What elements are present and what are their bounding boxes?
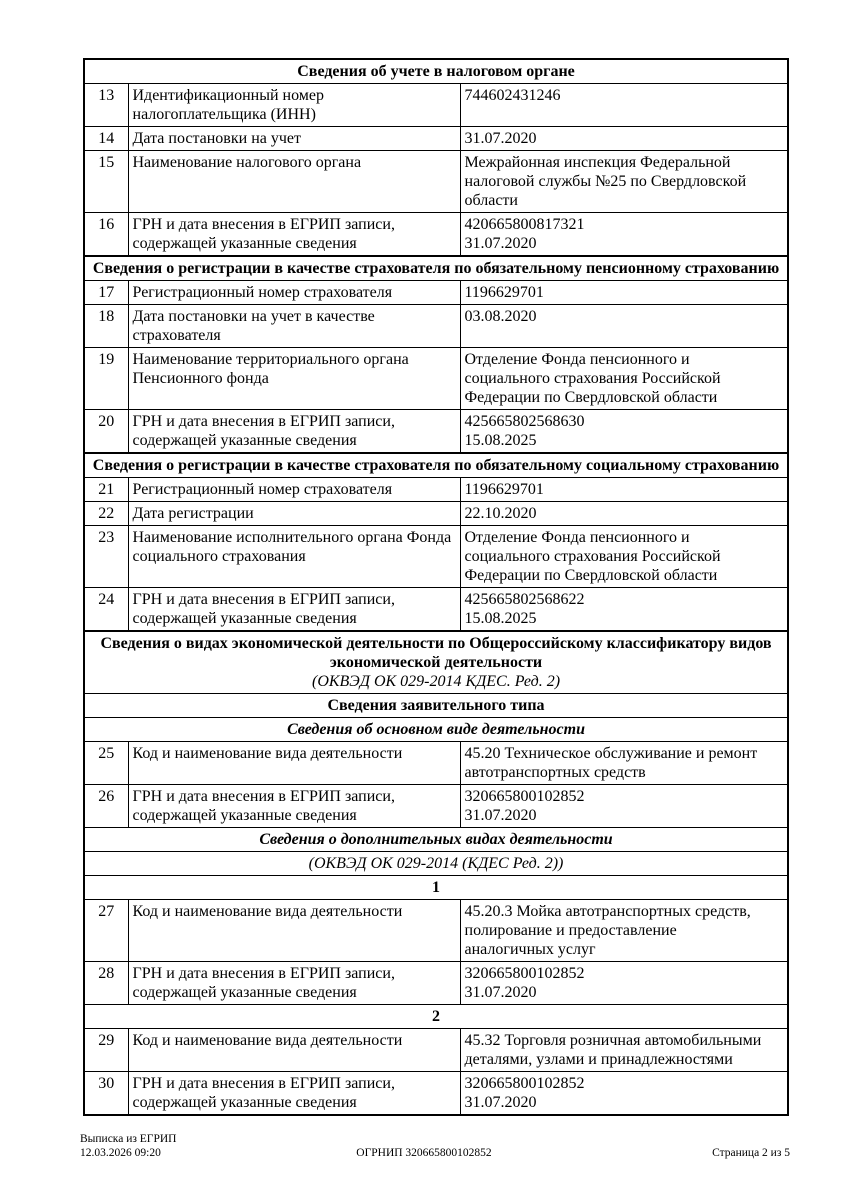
table-row [84,348,788,410]
row-label: Код и наименование вида деятельности [128,742,460,785]
section-header-row [84,852,788,876]
section-header-row [84,876,788,900]
row-value: 1196629701 [460,478,788,502]
table-row [84,900,788,962]
row-value: 320665800102852 31.07.2020 [460,785,788,828]
row-number: 19 [84,348,128,410]
section-title: Сведения о видах экономической деятельности по Общероссийскому классификатору видов экономической деятельности (ОКВЭД ОК 029-2014 КДЕС. Ред. 2) [84,631,788,694]
table-row [84,1072,788,1116]
section-header-row [84,828,788,852]
row-number: 28 [84,962,128,1005]
row-label: Дата регистрации [128,502,460,526]
additional-activity-index: 2 [84,1005,788,1029]
row-number: 27 [84,900,128,962]
table-row [84,410,788,454]
section-title: (ОКВЭД ОК 029-2014 (КДЕС Ред. 2)) [84,852,788,876]
row-value: 744602431246 [460,84,788,127]
row-number: 26 [84,785,128,828]
row-value: 22.10.2020 [460,502,788,526]
row-number: 21 [84,478,128,502]
table-row [84,127,788,151]
row-label: ГРН и дата внесения в ЕГРИП записи, содержащей указанные сведения [128,213,460,257]
table-row [84,281,788,305]
table-row [84,742,788,785]
section-title: Сведения о дополнительных видах деятельности [84,828,788,852]
row-label: Идентификационный номер налогоплательщика (ИНН) [128,84,460,127]
row-label: ГРН и дата внесения в ЕГРИП записи, содержащей указанные сведения [128,410,460,454]
row-label: Дата постановки на учет в качестве страхователя [128,305,460,348]
row-label: ГРН и дата внесения в ЕГРИП записи, содержащей указанные сведения [128,962,460,1005]
footer-ogrnip: ОГРНИП 320665800102852 [356,1147,492,1159]
row-label: Регистрационный номер страхователя [128,478,460,502]
row-number: 17 [84,281,128,305]
section-header-row [84,718,788,742]
row-value: 03.08.2020 [460,305,788,348]
row-number: 16 [84,213,128,257]
table-row [84,502,788,526]
row-value: 45.32 Торговля розничная автомобильными деталями, узлами и принадлежностями [460,1029,788,1072]
row-value: 425665802568622 15.08.2025 [460,588,788,632]
row-label: Наименование исполнительного органа Фонда социального страхования [128,526,460,588]
row-value: 1196629701 [460,281,788,305]
section-title: Сведения о регистрации в качестве страхователя по обязательному пенсионному страхованию [84,256,788,281]
row-number: 14 [84,127,128,151]
row-number: 15 [84,151,128,213]
row-label: Код и наименование вида деятельности [128,1029,460,1072]
row-label: ГРН и дата внесения в ЕГРИП записи, содержащей указанные сведения [128,785,460,828]
additional-activity-index: 1 [84,876,788,900]
table-row [84,151,788,213]
section-header-row [84,694,788,718]
row-label: Регистрационный номер страхователя [128,281,460,305]
table-row [84,84,788,127]
row-value: 45.20 Техническое обслуживание и ремонт автотранспортных средств [460,742,788,785]
row-value: Отделение Фонда пенсионного и социального страхования Российской Федерации по Свердловской области [460,526,788,588]
row-label: Код и наименование вида деятельности [128,900,460,962]
row-label: Дата постановки на учет [128,127,460,151]
row-label: ГРН и дата внесения в ЕГРИП записи, содержащей указанные сведения [128,1072,460,1116]
table-row [84,213,788,257]
row-number: 13 [84,84,128,127]
row-value: Межрайонная инспекция Федеральной налоговой службы №25 по Свердловской области [460,151,788,213]
table-row [84,305,788,348]
row-value: 420665800817321 31.07.2020 [460,213,788,257]
section-header-row [84,631,788,694]
table-row [84,1029,788,1072]
row-number: 24 [84,588,128,632]
row-number: 30 [84,1072,128,1116]
section-title: Сведения заявительного типа [84,694,788,718]
row-number: 20 [84,410,128,454]
section-header-row [84,453,788,478]
row-number: 18 [84,305,128,348]
row-value: 31.07.2020 [460,127,788,151]
section-header-row [84,256,788,281]
row-value: 425665802568630 15.08.2025 [460,410,788,454]
section-subtitle: (ОКВЭД ОК 029-2014 КДЕС. Ред. 2) [312,673,561,690]
section-title: Сведения о регистрации в качестве страхователя по обязательному социальному страхованию [84,453,788,478]
footer-doc-type: Выписка из ЕГРИП [80,1133,177,1145]
row-label: ГРН и дата внесения в ЕГРИП записи, содержащей указанные сведения [128,588,460,632]
section-header-row [84,1005,788,1029]
table-row [84,962,788,1005]
table-row [84,478,788,502]
row-value: 320665800102852 31.07.2020 [460,962,788,1005]
row-label: Наименование территориального органа Пенсионного фонда [128,348,460,410]
table-row [84,785,788,828]
section-title: Сведения об учете в налоговом органе [84,59,788,84]
row-value: 320665800102852 31.07.2020 [460,1072,788,1116]
row-number: 25 [84,742,128,785]
row-value: Отделение Фонда пенсионного и социального страхования Российской Федерации по Свердловской области [460,348,788,410]
row-value: 45.20.3 Мойка автотранспортных средств, полирование и предоставление аналогичных услуг [460,900,788,962]
table-row [84,526,788,588]
section-header-row [84,59,788,84]
row-number: 29 [84,1029,128,1072]
footer-datetime: 12.03.2026 09:20 [80,1147,161,1159]
footer-page-number: Страница 2 из 5 [712,1147,790,1159]
section-title: Сведения об основном виде деятельности [84,718,788,742]
table-row [84,588,788,632]
egrip-extract-table [83,58,789,1116]
row-number: 22 [84,502,128,526]
row-label: Наименование налогового органа [128,151,460,213]
row-number: 23 [84,526,128,588]
